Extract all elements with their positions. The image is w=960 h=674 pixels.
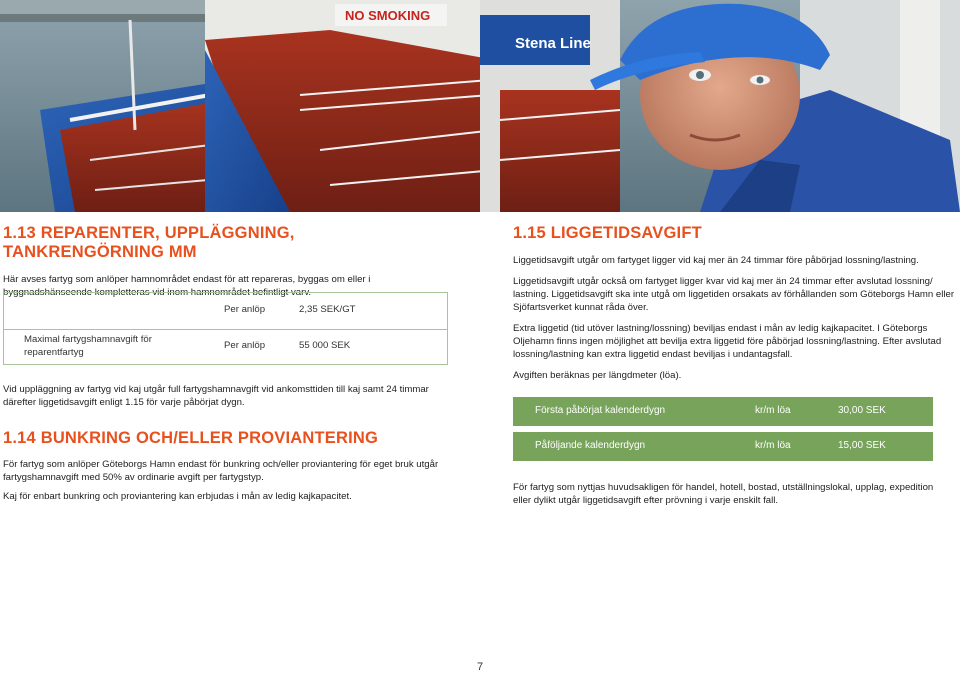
right-column: [513, 224, 958, 382]
section-1-14-paragraph-1: För fartyg som anlöper Göteborgs Hamn endast för bunkring och/eller proviantering för eget bruk utgår fartygshamnavgift med 50% av ordinarie avgift per fartygstyp.: [3, 459, 439, 483]
harbour-ship-worker-image: [0, 0, 960, 212]
left-column: [3, 224, 453, 299]
row-unit: kr/m löa: [755, 440, 791, 451]
row2-price: 55 000 SEK: [299, 340, 351, 351]
section-1-14-paragraph-2: Kaj för enbart bunkring och proviantering kan erbjudas i mån av ledig kajkapacitet.: [3, 491, 352, 502]
stena-line-text: Stena Line: [515, 35, 591, 52]
liggetid-row-following-days: [513, 432, 933, 461]
section-title-1-15: 1.15 LIGGETIDSAVGIFT: [513, 224, 702, 242]
row2-label: Maximal fartygshamnavgift för reparentfartyg: [24, 334, 152, 358]
row-price: 30,00 SEK: [838, 405, 886, 416]
liggetid-row-first-day: [513, 397, 933, 426]
reparent-fee-table: [3, 292, 448, 365]
page-number: 7: [476, 661, 484, 673]
section-1-13-note: Vid uppläggning av fartyg vid kaj utgår full fartygshamnavgift vid ankomsttiden till kaj samt 24 timmar därefter liggetidsavgift enligt 1.15 för varje påbörjat dygn.: [3, 384, 429, 408]
row1-price: 2,35 SEK/GT: [299, 304, 356, 315]
section-1-15-paragraph-2: Liggetidsavgift utgår också om fartyget ligger kvar vid kaj mer än 24 timmar efter avslutad lossning/ lastning. Liggetidsavgift ska inte utgå om liggetiden orsakats av förhållanden som Göteborgs Hamn eller Sjöfartsverket kunnat råda över.: [513, 276, 955, 313]
section-title-1-13: 1.13 REPARENTER, UPPLÄGGNING, TANKRENGÖRNING MM: [3, 224, 295, 261]
section-1-15-paragraph-5: För fartyg som nyttjas huvudsakligen för handel, hotell, bostad, utställningslokal, upplag, expedition eller dylikt utgår liggetidsavgift efter prövning i varje enskilt fall.: [513, 482, 934, 506]
row-label: Första påbörjat kalenderdygn: [535, 405, 666, 416]
header-photo: [0, 0, 960, 212]
section-1-15-paragraph-4: Avgiften beräknas per längdmeter (löa).: [513, 370, 682, 381]
row-unit: kr/m löa: [755, 405, 791, 416]
no-smoking-sign: NO SMOKING: [345, 8, 431, 23]
section-1-15-paragraph-1: Liggetidsavgift utgår om fartyget ligger vid kaj mer än 24 timmar före påbörjad lossning/lastning.: [513, 255, 919, 266]
row2-unit: Per anlöp: [224, 340, 266, 351]
section-title-1-14: 1.14 BUNKRING OCH/ELLER PROVIANTERING: [3, 429, 379, 447]
row-label: Påföljande kalenderdygn: [535, 440, 646, 451]
section-1-13-intro: Här avses fartyg som anlöper hamnområdet endast för att repareras, byggas om eller i byggnadshänseende kompletteras vid inom hamnområdet befintligt varv.: [3, 274, 371, 298]
table-divider: [4, 329, 447, 330]
row-price: 15,00 SEK: [838, 440, 886, 451]
section-1-15-paragraph-3: Extra liggetid (tid utöver lastning/lossning) beviljas endast i mån av ledig kajkapacitet. I Göteborgs Oljehamn finns ingen möjlighet att bevilja extra liggetid före påbörjad lossning/lastning. Efter avslutad lossning/lastning kan extra liggetid endast beviljas i undantagsfall.: [513, 323, 942, 360]
row1-unit: Per anlöp: [224, 304, 266, 315]
